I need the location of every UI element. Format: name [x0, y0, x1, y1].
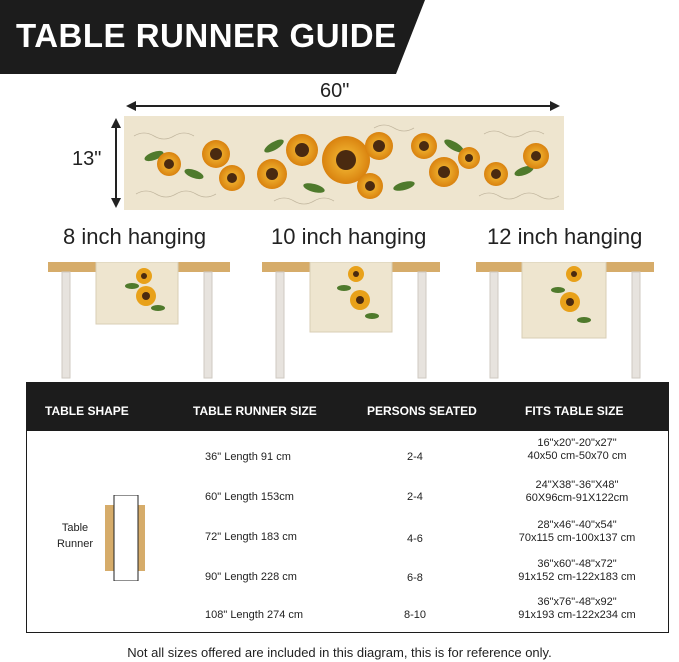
row-2-fits	[497, 479, 657, 505]
row-1-fits	[497, 437, 657, 463]
row-2-persons: 2-4	[407, 491, 423, 503]
hanging-label-10: 10 inch hanging	[271, 224, 427, 249]
shape-label-line-2: Runner	[56, 538, 94, 550]
size-table	[26, 382, 669, 633]
width-label: 60"	[320, 80, 350, 102]
row-3-fits-in: 28"x46"-40"x54"	[537, 519, 617, 531]
table-illustration-10	[262, 262, 440, 387]
row-1-fits-in: 16"x20"-20"x27"	[537, 437, 617, 449]
table-runner-shape-icon	[105, 495, 145, 586]
row-3-size: 72" Length 183 cm	[205, 531, 297, 543]
row-4-persons: 6-8	[407, 572, 423, 584]
row-5-fits-in: 36"x76"-48"x92"	[537, 596, 617, 608]
row-4-fits-cm: 91x152 cm-122x183 cm	[518, 571, 636, 583]
hanging-label-12: 12 inch hanging	[487, 224, 643, 249]
row-1-fits-cm: 40x50 cm-50x70 cm	[527, 450, 627, 462]
row-3-persons: 4-6	[407, 533, 423, 545]
row-3-fits-cm: 70x115 cm-100x137 cm	[518, 532, 636, 544]
footnote: Not all sizes offered are included in this diagram, this is for reference only.	[127, 645, 552, 660]
header-fits-table-size: FITS TABLE SIZE	[525, 404, 624, 418]
row-5-fits	[497, 596, 657, 622]
row-2-size: 60" Length 153cm	[205, 491, 294, 503]
row-2-fits-in: 24"X38"-36"X48"	[535, 479, 619, 491]
header-runner-size: TABLE RUNNER SIZE	[193, 404, 317, 418]
row-5-persons: 8-10	[404, 609, 427, 621]
shape-label	[49, 520, 101, 552]
row-4-size: 90" Length 228 cm	[205, 571, 297, 583]
height-label: 13"	[72, 148, 102, 170]
hanging-label-8: 8 inch hanging	[63, 224, 207, 249]
row-4-fits-in: 36"x60"-48"x72"	[537, 558, 617, 570]
row-5-size: 108" Length 274 cm	[205, 609, 304, 621]
page-title: TABLE RUNNER GUIDE	[16, 17, 397, 54]
table-header	[27, 383, 668, 431]
header-persons-seated: PERSONS SEATED	[367, 404, 477, 418]
table-illustration-12	[476, 262, 654, 387]
row-1-persons: 2-4	[407, 451, 423, 463]
row-3-fits	[497, 519, 657, 545]
table-runner-image	[124, 116, 564, 210]
row-5-fits-cm: 91x193 cm-122x234 cm	[518, 609, 636, 621]
shape-label-line-1: Table	[61, 522, 89, 534]
table-illustration-8	[48, 262, 230, 387]
row-2-fits-cm: 60X96cm-91X122cm	[525, 492, 629, 504]
row-4-fits	[497, 558, 657, 584]
title-banner	[0, 0, 425, 74]
row-1-size: 36" Length 91 cm	[205, 451, 291, 463]
header-table-shape: TABLE SHAPE	[45, 404, 129, 418]
